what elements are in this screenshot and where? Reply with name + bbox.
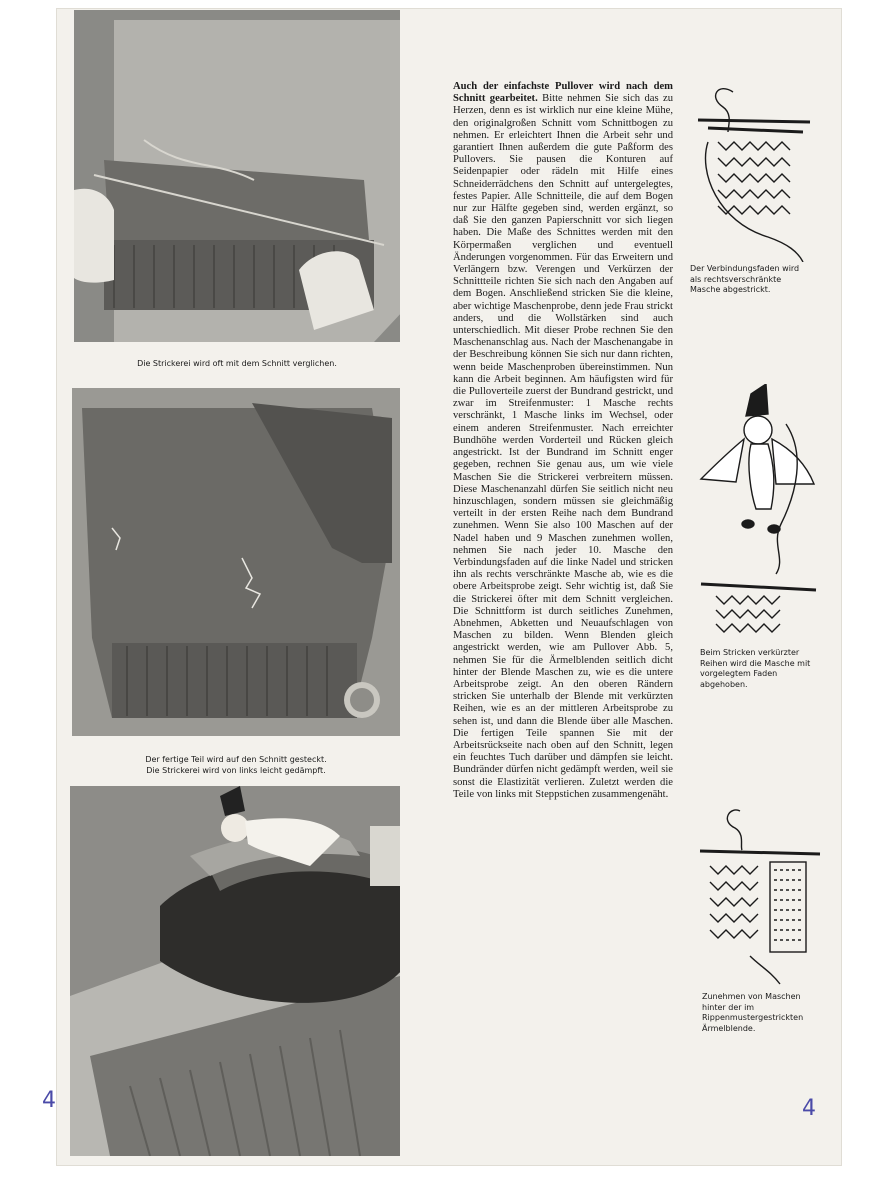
article-lead: Auch der einfachste Pullover wird nach dem Schnitt gearbeitet. — [453, 81, 673, 105]
article-text: Bitte nehmen Sie sich das zu Herzen, denn es ist wirklich nur eine kleine Mühe, den originalgroßen Schnitt vom Schnittbogen zu nehmen. Er erleichtert Ihnen die Arbeit sehr und garantiert Ihnen außerdem die gute Paßform des Pullovers. Sie pausen die Konturen auf Seidenpapier oder rädeln mit Hilfe eines Schneiderrädchens den Schnitt auf untergelegtes, festes Papier. Alle Schnitteile, die auf dem Bogen nur zur Hälfte gegeben sind, werden ergänzt, so daß Sie den ganzen Papierschnitt vor sich liegen haben. Die Maße des Schnittes werden mit den Körpermaßen verglichen und eventuell Änderungen vorgenommen. Für das Erweitern und Verlängern bzw. Verengen und Verkürzen der Schnittteile richten Sie sich nach den Angaben auf dem Bogen. Anschließend stricken Sie die kleine, aber wichtige Maschenprobe, denn jede Frau strickt anders, und die Wollstärken sind auch unterschiedlich. Mit dieser Probe rechnen Sie den Maschenanschlag aus. Nach der Maschenangabe in der Beschreibung können Sie sich nur dann richten, wenn beide Maschenproben übereinstimmen. Nun kann die Arbeit beginnen. Am häufigsten wird für die Pulloverteile zuerst der Bundrand gestrickt, und zwar im Streifenmuster: 1 Masche rechts verschränkt, 1 Masche links im Wechsel, oder einem anderen Streifenmuster. Nach erreichter Bundhöhe werden Vorderteil und Rücken gleich angestrickt. Ist der Bundrand im Schnitt enger gegeben, rechnen Sie genau aus, um wie viele Maschen Sie die Strickerei verbreitern müssen. Diese Maschenanzahl dürfen Sie seitlich nicht neu hinzuschlagen, sondern müssen sie gleichmäßig verteilt in der ersten Reihe nach dem Bundrand zunehmen. Wenn Sie also 100 Maschen auf der Nadel haben und 9 Maschen zunehmen wollen, nehmen Sie nach jeder 10. Masche den Verbindungsfaden auf die linke Nadel und stricken ihn als rechts verschränkte Masche ab, wie es die obere Arbeitsprobe zeigt. Sehr wichtig ist, daß Sie die Strickerei öfter mit dem Schnitt vergleichen. Die Schnittform ist durch seitliches Zunehmen, Abnehmen, Abketten und Neuaufschlagen von Maschen zu bilden. Wenn Blenden gleich angestrickt werden, wie am Pullover Abb. 5, nehmen Sie für die Ärmelblenden seitlich dicht hinter der Blende Maschen zu, wie es die untere Arbeitsprobe zeigt. An den oberen Rändern stricken Sie unterhalb der Blende mit verkürzten Reihen, wie es an der mittleren Arbeitsprobe zu sehen ist, und dann die Blende über alle Maschen. Die fertigen Teile spannen Sie mit der Arbeitsrückseite nach oben auf den Schnitt, legen ein feuchtes Tuch darüber und dämpfen sie leicht. Bundränder dürfen nicht gedämpft werden, weil sie sonst die Elastizität verlieren. Zuletzt werden die Teile von links mit Steppstichen zusammengenäht. — [453, 93, 674, 800]
side-caption-bottom: Zunehmen von Maschen hinter der im Rippenmustergestrickten Ärmelblende. — [702, 992, 804, 1033]
hands-icon — [74, 10, 400, 342]
iron-icon — [70, 786, 400, 1156]
knitting-rib-diagram — [690, 806, 830, 986]
page-sheet — [42, 8, 842, 1166]
caption-photo2-line2: Die Strickerei wird von links leicht gedämpft. — [146, 766, 326, 775]
caption-photo2 — [72, 754, 400, 776]
gnome-knitting-illustration — [696, 384, 826, 644]
photo-knitting-compare — [74, 10, 400, 342]
side-caption-top: Der Verbindungsfaden wird als rechtsverschränkte Masche abgestrickt. — [690, 264, 800, 294]
article-body — [453, 81, 673, 801]
photo-iron-gnome — [70, 786, 400, 1156]
page-number-left: 4 — [42, 1088, 56, 1113]
coin-icon — [72, 388, 400, 736]
photo-pinned-piece — [72, 388, 400, 736]
caption-photo1: Die Strickerei wird oft mit dem Schnitt verglichen. — [137, 359, 337, 368]
side-caption-middle: Beim Stricken verkürzter Reihen wird die Masche mit vorgelegtem Faden abgehoben. — [700, 648, 811, 689]
page-number-right: 4 — [802, 1096, 816, 1121]
knitting-diagram-icon — [688, 72, 820, 262]
caption-photo2-line1: Der fertige Teil wird auf den Schnitt gesteckt. — [145, 755, 327, 764]
